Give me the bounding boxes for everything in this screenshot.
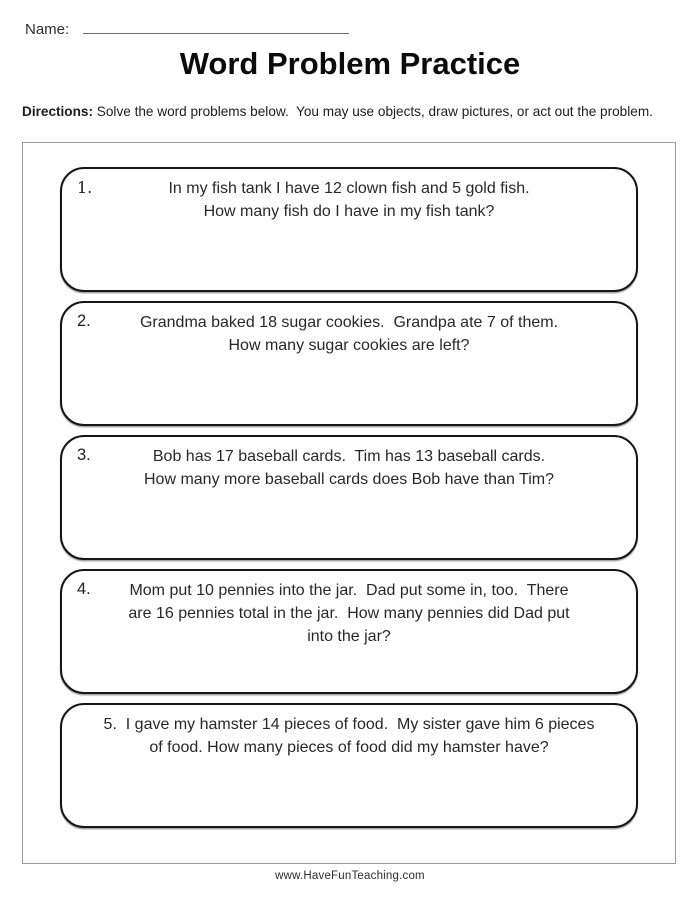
problem-number: 4. bbox=[77, 580, 91, 598]
problem-text-line: How many fish do I have in my fish tank? bbox=[203, 203, 495, 220]
problem-box-1 bbox=[60, 167, 638, 292]
page-title: Word Problem Practice bbox=[179, 46, 521, 81]
problem-number: 5. bbox=[103, 716, 117, 733]
directions-text: Solve the word problems below. You may use objects, draw pictures, or act out the problem. bbox=[93, 104, 653, 119]
problem-box-3 bbox=[60, 435, 638, 560]
name-blank-line bbox=[83, 20, 349, 34]
name-row bbox=[25, 20, 349, 38]
problem-text bbox=[62, 169, 636, 223]
problem-text-segment: I gave my hamster 14 pieces of food. My sister gave him 6 pieces bbox=[116, 716, 595, 733]
problem-text-line: Grandma baked 18 sugar cookies. Grandpa ate 7 of them. bbox=[139, 314, 559, 331]
problem-text-line: into the jar? bbox=[307, 628, 391, 645]
worksheet-frame bbox=[22, 142, 676, 864]
problem-list bbox=[23, 143, 675, 828]
problem-text bbox=[62, 571, 636, 648]
problem-box-5 bbox=[60, 703, 638, 828]
problem-text bbox=[62, 705, 636, 759]
directions bbox=[22, 104, 682, 119]
problem-text-line: How many more baseball cards does Bob have than Tim? bbox=[144, 471, 554, 488]
directions-label: Directions: bbox=[22, 104, 94, 119]
problem-number: 1. bbox=[77, 178, 93, 197]
problem-number: 3. bbox=[77, 446, 91, 464]
problem-text-line: Bob has 17 baseball cards. Tim has 13 baseball cards. bbox=[152, 448, 546, 465]
problem-text bbox=[62, 437, 636, 491]
problem-text-line: How many sugar cookies are left? bbox=[228, 337, 470, 354]
problem-text-line: of food. How many pieces of food did my hamster have? bbox=[149, 739, 549, 756]
problem-text-line: Mom put 10 pennies into the jar. Dad put some in, too. There bbox=[129, 582, 569, 599]
problem-text-line: are 16 pennies total in the jar. How many pennies did Dad put bbox=[128, 605, 570, 622]
problem-box-4 bbox=[60, 569, 638, 694]
problem-box-2 bbox=[60, 301, 638, 426]
problem-text-line: In my fish tank I have 12 clown fish and 5 gold fish. bbox=[168, 180, 530, 197]
name-label: Name: bbox=[25, 21, 70, 38]
problem-text bbox=[62, 303, 636, 357]
problem-text-line bbox=[76, 713, 622, 736]
footer-url: www.HaveFunTeaching.com bbox=[275, 870, 425, 882]
problem-number: 2. bbox=[77, 312, 91, 330]
